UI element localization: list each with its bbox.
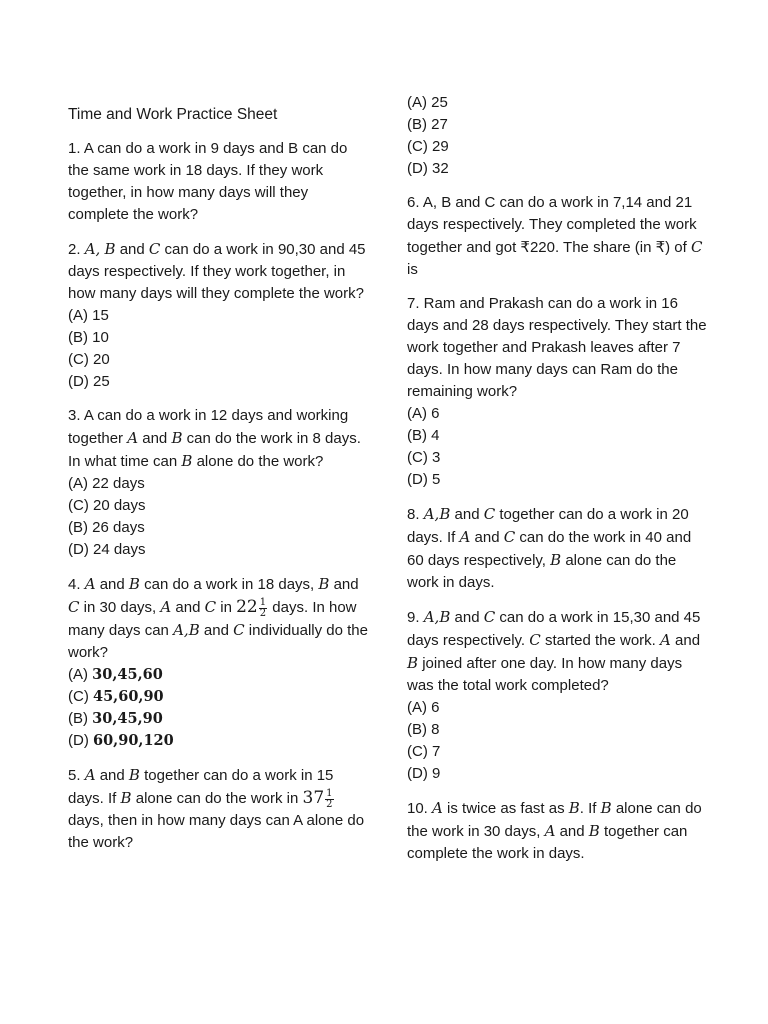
question-number: 5. <box>68 767 81 784</box>
math-var: A <box>127 429 139 447</box>
question-8 <box>407 503 712 594</box>
math-var: A <box>84 575 96 593</box>
option-value: 30,45,90 <box>92 710 163 727</box>
question-text-part: is <box>407 261 418 278</box>
math-var: B <box>188 621 200 639</box>
math-var: C <box>148 240 161 258</box>
question-number: 2. <box>68 241 81 258</box>
question-number: 8. <box>407 506 420 523</box>
question-text-part: together can do a work in 20 days. If <box>407 506 689 546</box>
math-comma: , <box>434 505 440 523</box>
math-var: B <box>318 575 330 593</box>
text-and: and <box>675 632 701 649</box>
math-var: A <box>432 799 443 817</box>
question-text-part: can do a work in 18 days, <box>144 576 315 593</box>
math-var: A <box>84 240 96 258</box>
option: (B) 26 days <box>68 519 145 536</box>
math-var: A <box>84 766 96 784</box>
option: (D) 25 <box>68 373 110 390</box>
fraction-denominator: 2 <box>326 798 333 810</box>
question-6 <box>407 192 712 281</box>
question-3 <box>68 405 368 561</box>
math-var: C <box>503 528 516 546</box>
math-var: C <box>529 631 541 649</box>
question-text-part: can do the work in 8 days. In what time can <box>68 430 361 470</box>
text-and: and <box>142 430 168 447</box>
option: (A) 15 <box>68 307 109 324</box>
option <box>68 686 368 708</box>
question-text-part: . If <box>579 800 597 817</box>
math-var: C <box>483 608 496 626</box>
math-var: A <box>160 598 172 616</box>
math-var: B <box>104 240 116 258</box>
question-text-part: alone can do the work in days. <box>407 552 677 591</box>
question-text-part: together can complete the work in days. <box>407 823 688 862</box>
question-number: 4. <box>68 576 81 593</box>
question-number: 9. <box>407 609 420 626</box>
option-label: (D) <box>68 732 89 749</box>
math-var: A <box>544 822 556 840</box>
question-5-text <box>68 764 368 854</box>
question-7 <box>407 293 712 491</box>
math-var: B <box>120 789 132 807</box>
text-and: and <box>474 529 500 546</box>
text-and: and <box>99 767 125 784</box>
question-text-part: 3. A can do a work in 12 days and working together <box>68 407 349 447</box>
question-text-part: alone do the work? <box>196 453 324 470</box>
math-var: C <box>233 621 245 639</box>
math-var: B <box>171 429 183 447</box>
question-5-options <box>407 92 712 180</box>
option: (A) 22 days <box>68 475 145 492</box>
math-var: B <box>181 452 193 470</box>
fraction-whole: 37 <box>302 788 325 808</box>
math-var: C <box>691 238 703 256</box>
math-var: A <box>459 528 471 546</box>
fraction-numerator: 1 <box>259 596 267 608</box>
option <box>68 730 368 752</box>
math-comma: , <box>183 621 189 639</box>
text-and: and <box>175 599 201 616</box>
question-1 <box>68 138 368 226</box>
math-comma: , <box>95 240 101 258</box>
question-text-part: can do a work in 90,30 and 45 days respectively. If they work together, in how many days will they complete the work? <box>68 241 366 302</box>
math-var: B <box>439 608 451 626</box>
fraction-whole: 22 <box>236 597 258 617</box>
question-text-part: in 30 days, <box>83 599 157 616</box>
option: (C) 29 <box>407 138 449 155</box>
option: (A) 6 <box>407 405 440 422</box>
question-text-part: can do a work in 15,30 and 45 days respectively. <box>407 609 701 649</box>
question-text-part: alone can do the work in 30 days, <box>407 800 702 840</box>
math-var: A <box>423 608 435 626</box>
question-8-text <box>407 503 712 594</box>
option <box>68 664 368 686</box>
option: (B) 4 <box>407 427 440 444</box>
math-var: B <box>600 799 612 817</box>
question-10-text <box>407 797 712 865</box>
option: (D) 9 <box>407 765 441 782</box>
question-number: 10. <box>407 800 428 817</box>
math-var: B <box>128 766 140 784</box>
fraction-denominator: 2 <box>259 607 267 619</box>
option-value: 60,90,120 <box>93 732 174 749</box>
option: (D) 32 <box>407 160 449 177</box>
option <box>68 708 368 730</box>
page-title: Time and Work Practice Sheet <box>68 106 278 123</box>
option-value: 30,45,60 <box>92 666 163 683</box>
option: (B) 8 <box>407 721 440 738</box>
question-9-text <box>407 606 712 697</box>
question-4 <box>68 573 368 752</box>
left-column <box>68 104 368 866</box>
math-var: B <box>128 575 140 593</box>
text-and: and <box>559 823 585 840</box>
question-4-text <box>68 573 368 664</box>
text-and: and <box>99 576 125 593</box>
math-var: C <box>204 598 217 616</box>
math-var: B <box>439 505 451 523</box>
option: (A) 25 <box>407 94 448 111</box>
question-10 <box>407 797 712 865</box>
text-and: and <box>454 506 480 523</box>
math-var: B <box>407 654 419 672</box>
question-5 <box>68 764 368 854</box>
text-and: and <box>333 576 359 593</box>
option: (A) 6 <box>407 699 440 716</box>
text-and: and <box>454 609 480 626</box>
question-2-text <box>68 238 368 305</box>
math-var: B <box>568 799 580 817</box>
question-text-part: can do the work in 40 and 60 days respectively, <box>407 529 692 569</box>
fraction <box>325 789 333 810</box>
question-6-text <box>407 192 712 281</box>
question-text-part: 6. A, B and C can do a work in 7,14 and 21 days respectively. They completed the work together and got ₹220. The share (in ₹) of <box>407 194 697 256</box>
question-text-part: together can do a work in 15 days. If <box>68 767 334 807</box>
question-9 <box>407 606 712 785</box>
mixed-fraction <box>236 596 268 619</box>
math-var: A <box>660 631 671 649</box>
question-text-part: individually do the work? <box>68 622 368 661</box>
right-column <box>407 92 712 877</box>
fraction-numerator: 1 <box>326 787 333 799</box>
question-2 <box>68 238 368 393</box>
math-var: B <box>550 551 562 569</box>
question-text-part: days. In how many days can <box>68 599 357 639</box>
math-comma: , <box>434 608 440 626</box>
option: (C) 3 <box>407 449 441 466</box>
option: (D) 24 days <box>68 541 146 558</box>
text-in: in <box>220 599 232 616</box>
option-label: (C) <box>68 688 89 705</box>
question-text-part: days, then in how many days can A alone do the work? <box>68 812 365 851</box>
option: (B) 10 <box>68 329 109 346</box>
math-var: A <box>423 505 435 523</box>
option-label: (A) <box>68 666 88 683</box>
question-3-text <box>68 405 368 473</box>
option-value: 45,60,90 <box>93 688 164 705</box>
fraction <box>259 598 267 619</box>
math-var: C <box>483 505 496 523</box>
option: (C) 20 <box>68 351 110 368</box>
math-var: A <box>173 621 184 639</box>
question-text-part: joined after one day. In how many days was the total work completed? <box>407 655 683 694</box>
option-label: (B) <box>68 710 88 727</box>
math-var: C <box>68 598 80 616</box>
text-and: and <box>203 622 229 639</box>
math-var: B <box>588 822 600 840</box>
text-and: and <box>119 241 145 258</box>
question-text-part: is twice as fast as <box>447 800 565 817</box>
option: (C) 20 days <box>68 497 146 514</box>
question-text-part: started the work. <box>544 632 656 649</box>
question-1-text: 1. A can do a work in 9 days and B can do the same work in 18 days. If they work together, in how many days will they complete the work? <box>68 140 348 223</box>
question-7-text: 7. Ram and Prakash can do a work in 16 days and 28 days respectively. They start the work together and Prakash leaves after 7 days. In how many days can Ram do the remaining work? <box>407 295 707 400</box>
mixed-fraction <box>302 787 335 810</box>
option: (D) 5 <box>407 471 441 488</box>
question-text-part: alone can do the work in <box>135 790 299 807</box>
option: (B) 27 <box>407 116 448 133</box>
option: (C) 7 <box>407 743 441 760</box>
